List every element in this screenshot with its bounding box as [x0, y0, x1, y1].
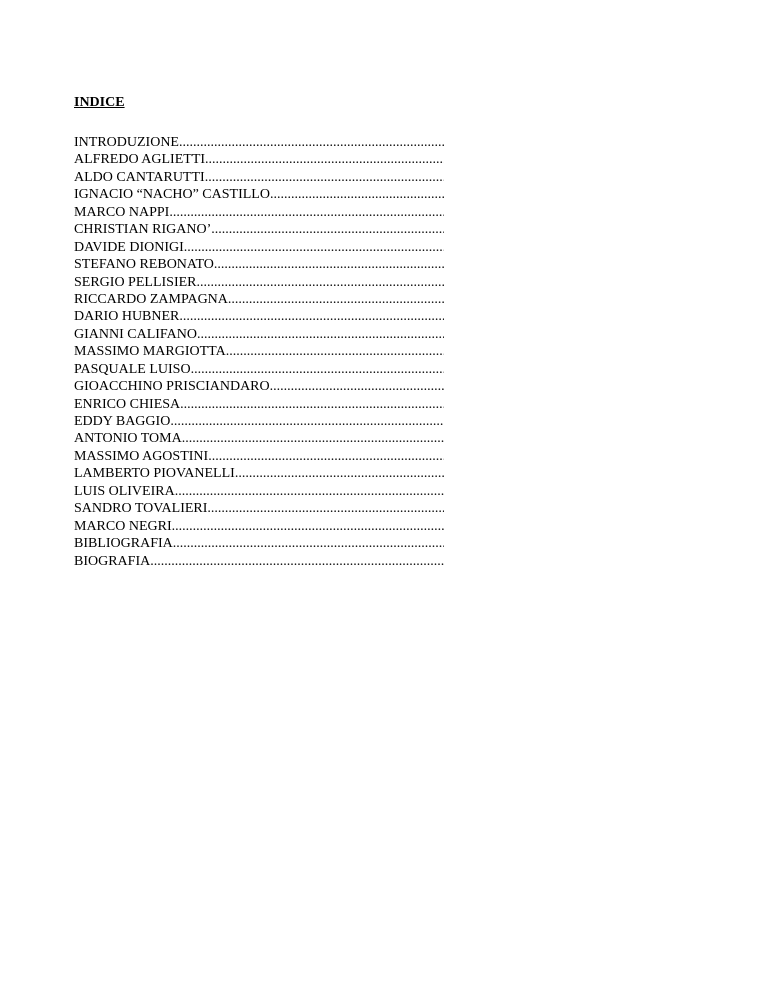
toc-entry-leader — [235, 465, 444, 482]
toc-entry — [74, 274, 444, 291]
toc-entry — [74, 500, 444, 517]
toc-entry-leader — [191, 361, 444, 378]
toc-entry-label: MARCO NEGRI — [74, 518, 172, 534]
toc-entry-leader — [197, 326, 444, 343]
toc-entry-leader — [184, 239, 444, 256]
toc-entry-label: BIBLIOGRAFIA — [74, 536, 173, 552]
toc-entry — [74, 134, 444, 151]
toc-entry-leader — [150, 553, 444, 570]
toc-entry-leader — [175, 483, 444, 500]
toc-entry-leader — [208, 448, 444, 465]
toc-entry-leader — [214, 256, 444, 273]
toc-entry-label: ALDO CANTARUTTI — [74, 169, 205, 185]
toc-entry-label: CHRISTIAN RIGANO’ — [74, 222, 212, 238]
toc-entry-leader — [226, 343, 444, 360]
toc-entry-label: PASQUALE LUISO — [74, 361, 191, 377]
toc-entry-leader — [197, 274, 445, 291]
toc-entry-label: MASSIMO AGOSTINI — [74, 448, 209, 464]
toc-entry-leader — [179, 308, 444, 325]
toc-entry-label: GIANNI CALIFANO — [74, 326, 198, 342]
toc-entry — [74, 308, 444, 325]
toc-entry — [74, 204, 444, 221]
toc-entry-label: SERGIO PELLISIER — [74, 274, 197, 290]
toc-entry-leader — [270, 378, 444, 395]
toc-entry — [74, 535, 444, 552]
toc-entry-label: SANDRO TOVALIERI — [74, 501, 208, 517]
toc-entry-label: DAVIDE DIONIGI — [74, 239, 184, 255]
toc-entry — [74, 169, 444, 186]
toc-entry-label: ALFREDO AGLIETTI — [74, 152, 206, 168]
toc-entry — [74, 343, 444, 360]
toc-entry — [74, 413, 444, 430]
toc-entry — [74, 221, 444, 238]
toc-entry-label: ENRICO CHIESA — [74, 396, 181, 412]
toc-entry-leader — [169, 204, 444, 221]
toc-entry — [74, 326, 444, 343]
toc-entry-label: GIOACCHINO PRISCIANDARO — [74, 379, 270, 395]
toc-entry — [74, 553, 444, 570]
toc-entry-label: STEFANO REBONATO — [74, 257, 214, 273]
toc-entry-leader — [179, 134, 444, 151]
toc-entry-leader — [205, 151, 444, 168]
toc-entry — [74, 465, 444, 482]
toc-entry-label: MARCO NAPPI — [74, 204, 170, 220]
toc-entry — [74, 430, 444, 447]
toc-entry-label: DARIO HUBNER — [74, 309, 180, 325]
toc-entry-label: INTRODUZIONE — [74, 135, 179, 150]
toc-entry-label: IGNACIO “NACHO” CASTILLO — [74, 187, 270, 203]
toc-entry-leader — [172, 518, 444, 535]
toc-entry-leader — [182, 430, 444, 447]
toc-entry-leader — [170, 413, 444, 430]
toc-list — [74, 134, 444, 570]
toc-entry — [74, 361, 444, 378]
toc-entry-label: RICCARDO ZAMPAGNA — [74, 291, 228, 307]
toc-entry-leader — [205, 169, 444, 186]
toc-entry — [74, 378, 444, 395]
toc-entry-leader — [173, 535, 444, 552]
toc-entry — [74, 396, 444, 413]
toc-entry-leader — [228, 291, 444, 308]
toc-entry — [74, 186, 444, 203]
toc-entry-label: LUIS OLIVEIRA — [74, 483, 175, 499]
toc-entry — [74, 483, 444, 500]
toc-entry-label: LAMBERTO PIOVANELLI — [74, 466, 235, 482]
toc-entry — [74, 448, 444, 465]
toc-entry — [74, 239, 444, 256]
toc-title: INDICE — [74, 95, 125, 110]
toc-entry-leader — [211, 221, 444, 238]
toc-entry-label: EDDY BAGGIO — [74, 414, 171, 429]
toc-entry-leader — [207, 500, 444, 517]
toc-entry — [74, 256, 444, 273]
toc-entry-label: ANTONIO TOMA — [74, 431, 182, 447]
toc-entry-leader — [180, 396, 444, 413]
toc-entry — [74, 518, 444, 535]
toc-entry — [74, 291, 444, 308]
toc-entry — [74, 151, 444, 168]
toc-entry-label: BIOGRAFIA — [74, 553, 151, 569]
toc-entry-label: MASSIMO MARGIOTTA — [74, 344, 226, 360]
toc-entry-leader — [270, 186, 444, 203]
